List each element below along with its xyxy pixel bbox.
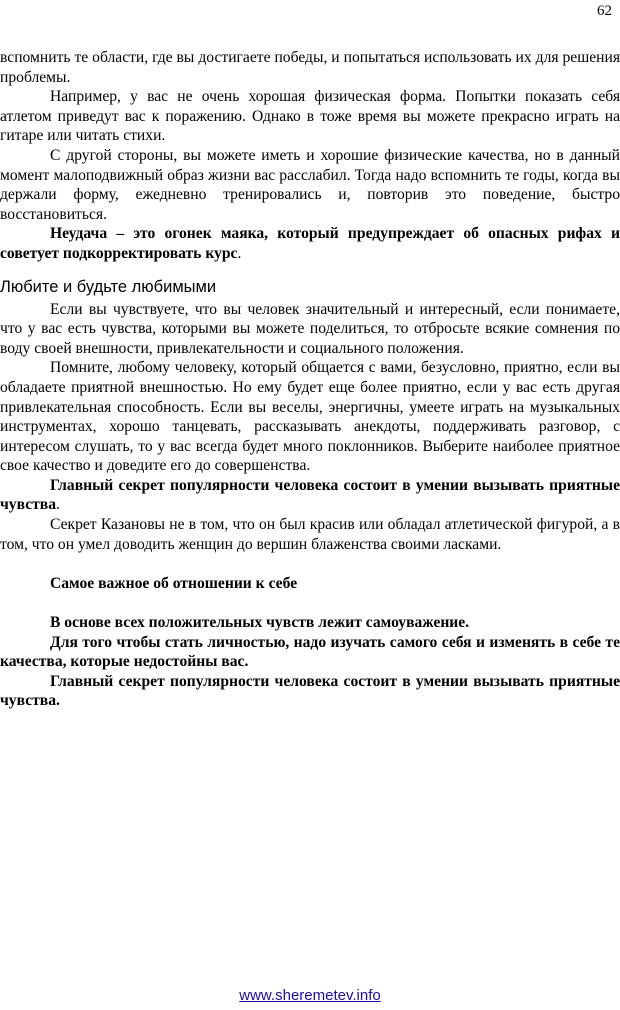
paragraph-4: [0, 224, 620, 263]
summary-item-1-text: В основе всех положительных чувств лежит самоуважение.: [50, 614, 470, 632]
spacer: [0, 554, 620, 574]
summary-item-2-text: Для того чтобы стать личностью, надо изучать самого себя и изменять в себе те качества, которые недостойны вас.: [0, 633, 620, 671]
page-number: 62: [597, 3, 612, 19]
summary-item-2: [0, 633, 620, 672]
section-heading: Любите и будьте любимыми: [0, 277, 217, 296]
paragraph-7: [0, 476, 620, 515]
website-link[interactable]: www.sheremetev.info: [239, 987, 381, 1004]
paragraph-4-end: .: [237, 244, 242, 262]
summary-title-text: Самое важное об отношении к себе: [50, 574, 298, 592]
key-statement-failure: Неудача – это огонек маяка, который предупреждает об опасных рифах и советует подкорректировать курс: [0, 225, 620, 262]
page-body: [0, 48, 620, 711]
paragraph-5: Если вы чувствуете, что вы человек значительный и интересный, если понимаете, что у вас есть чувства, которыми вы можете поделиться, то отбросьте всякие сомнения по воду своей внешности, привлекательности и социального положения.: [0, 300, 620, 357]
paragraph-1: вспомнить те области, где вы достигаете победы, и попытаться использовать их для решения проблемы.: [0, 49, 620, 86]
paragraph-2: Например, у вас не очень хорошая физическая форма. Попытки показать себя атлетом приведут вас к поражению. Однако в тоже время вы можете прекрасно играть на гитаре или читать стихи.: [0, 88, 620, 145]
summary-item-1: [0, 613, 620, 633]
paragraph-7-end: .: [56, 496, 60, 514]
paragraph-3: С другой стороны, вы можете иметь и хорошие физические качества, но в данный момент малоподвижный образ жизни вас расслабил. Тогда надо вспомнить те годы, когда вы держали форму, ежедневно тренировались и, повторив это поведение, быстро восстановиться.: [0, 146, 620, 223]
key-statement-popularity: Главный секрет популярности человека состоит в умении вызывать приятные чувства: [0, 476, 620, 514]
summary-title: [0, 574, 620, 594]
paragraph-6: Помните, любому человеку, который общается с вами, безусловно, приятно, если вы обладаете приятной внешностью. Но ему будет еще более приятно, если у вас есть другая привлекательная способность. Если вы веселы, энергичны, умеете играть на музыкальных инструментах, хорошо танцевать, рассказывать анекдоты, поддерживать разговор, с интересом слушать, то у вас всегда будет много поклонников. Выберите наиболее приятное свое качество и доведите его до совершенства.: [0, 359, 620, 475]
paragraph-8: Секрет Казановы не в том, что он был красив или обладал атлетической фигурой, а в том, что он умел доводить женщин до вершин блаженства своими ласками.: [0, 516, 620, 553]
spacer: [0, 593, 620, 613]
summary-item-3-text: Главный секрет популярности человека состоит в умении вызывать приятные чувства.: [0, 672, 620, 710]
summary-item-3: [0, 672, 620, 711]
